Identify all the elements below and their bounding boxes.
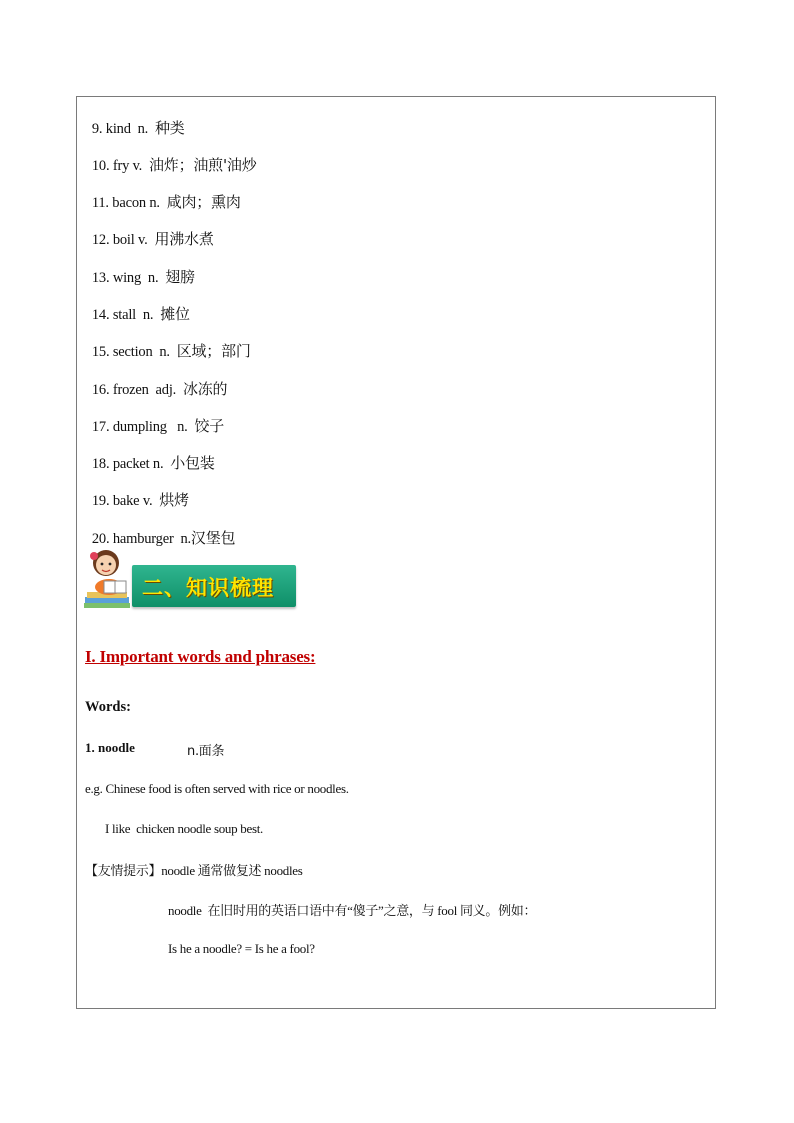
vocab-item: 9. kind n. 种类 xyxy=(91,119,185,137)
tip-text: noodle 在旧时用的英语口语中有“傻子”之意，与 fool 同义。例如： xyxy=(168,903,537,918)
vocab-item: 13. wing n. 翅膀 xyxy=(91,268,195,286)
tip-text: noodle 通常做复述 noodles xyxy=(161,863,303,878)
section-title: 二、知识梳理 xyxy=(142,576,274,600)
vocab-item: 11. bacon n. 咸肉；熏肉 xyxy=(91,193,241,211)
student-reading-icon xyxy=(82,543,138,609)
tip-label: 【友情提示】 xyxy=(85,864,162,879)
item-meaning: n.面条 xyxy=(187,744,225,759)
section-banner xyxy=(82,543,298,613)
vocab-item: 20. hamburger n.汉堡包 xyxy=(91,529,236,547)
vocab-item: 15. section n. 区域；部门 xyxy=(91,342,251,360)
vocab-item: 17. dumpling n. 饺子 xyxy=(91,417,225,435)
vocab-item: 12. boil v. 用沸水煮 xyxy=(91,230,214,248)
vocab-item: 10. fry v. 油炸；油煎'油炒 xyxy=(91,156,257,174)
vocab-item: 16. frozen adj. 冰冻的 xyxy=(91,380,228,398)
vocab-item: 18. packet n. 小包装 xyxy=(91,454,215,472)
section-heading: I. Important words and phrases: xyxy=(85,647,316,666)
vocab-item: 19. bake v. 烘烤 xyxy=(91,491,189,509)
tip-line xyxy=(85,860,303,879)
vocab-item: 14. stall n. 摊位 xyxy=(91,305,190,323)
example-sentence: I like chicken noodle soup best. xyxy=(105,821,263,836)
example-sentence: e.g. Chinese food is often served with rice or noodles. xyxy=(85,781,349,796)
item-title: 1. noodle xyxy=(85,740,135,755)
tip-example: Is he a noodle? = Is he a fool? xyxy=(168,941,315,956)
words-label: Words: xyxy=(85,699,131,715)
